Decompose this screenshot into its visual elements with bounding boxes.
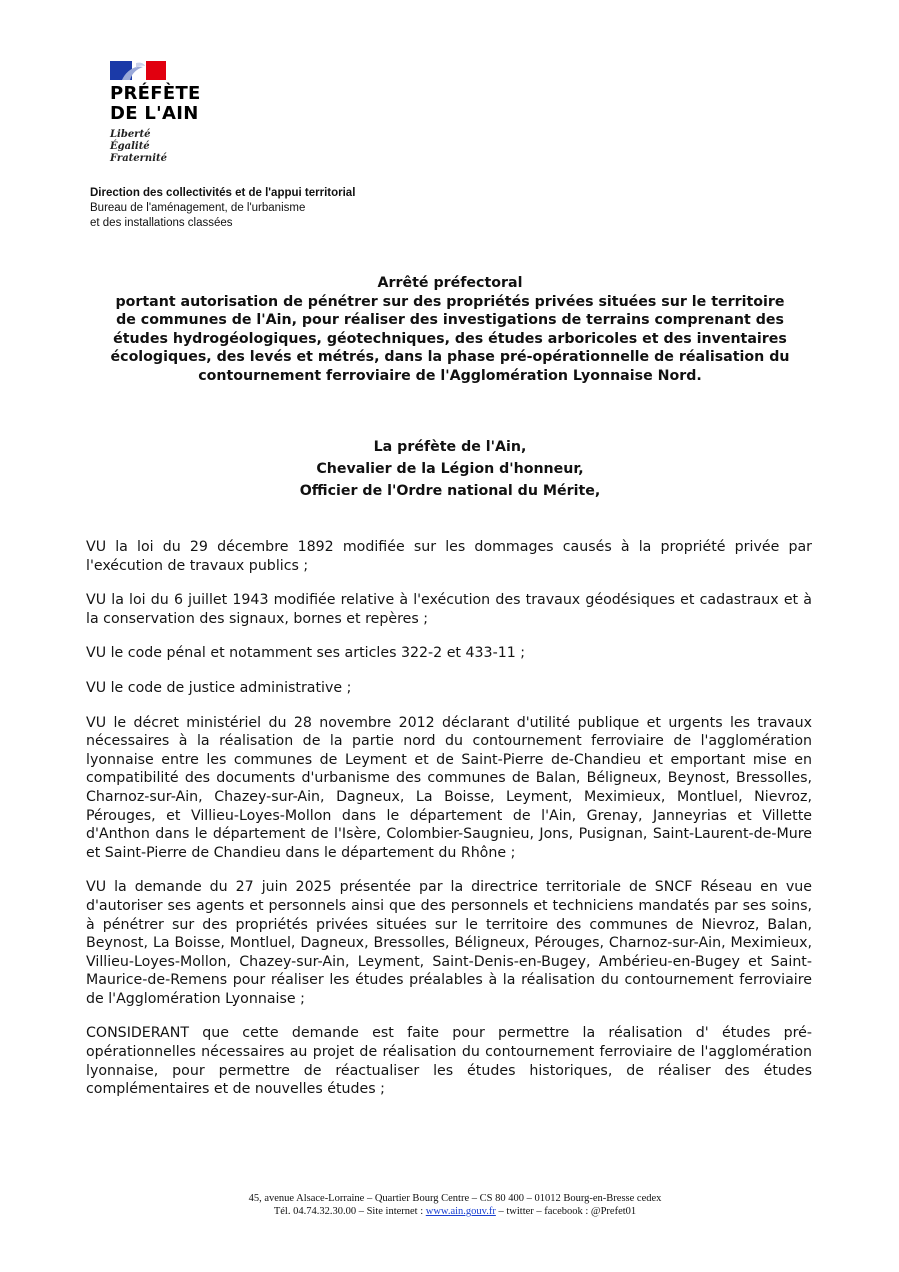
signatory-line-3: Officier de l'Ordre national du Mérite, (299, 483, 601, 499)
logo-line-1: PRÉFÈTE (110, 83, 201, 104)
issuing-service (90, 186, 355, 231)
page-footer (150, 1192, 760, 1218)
motto-egalite: Égalité (110, 141, 150, 152)
title-line-3: de communes de l'Ain, pour réaliser des investigations de terrains comprenant des (116, 312, 784, 329)
website-link[interactable]: www.ain.gouv.fr (425, 1206, 496, 1217)
motto-fraternite: Fraternité (110, 153, 167, 164)
service-bureau-line-1: Bureau de l'aménagement, de l'urbanisme (90, 202, 306, 214)
republic-motto (110, 129, 201, 165)
service-direction: Direction des collectivités et de l'appui territorial (90, 187, 356, 199)
footer-address: 45, avenue Alsace-Lorraine – Quartier Bourg Centre – CS 80 400 – 01012 Bourg-en-Bresse cedex (248, 1193, 662, 1204)
footer-contact-prefix: Tél. 04.74.32.30.00 – Site internet : (273, 1206, 426, 1217)
title-line-1: Arrêté préfectoral (377, 275, 523, 291)
title-line-6: contournement ferroviaire de l'Agglomération Lyonnaise Nord. (198, 367, 702, 384)
logo-line-2: DE L'AIN (110, 103, 199, 124)
signatory-line-1: La préfète de l'Ain, (373, 439, 527, 455)
signatory-block (150, 436, 750, 502)
prefecture-logo (110, 60, 201, 165)
decree-body (86, 538, 812, 1115)
title-line-2: portant autorisation de pénétrer sur des propriétés privées situées sur le territoire (115, 293, 785, 310)
considerant-paragraph: CONSIDERANT que cette demande est faite pour permettre la réalisation d' études pré-opérationnelles nécessaires au projet de réalisation du contournement ferroviaire de l'agglomération lyonnaise, pour permettre de réactualiser les études historiques, de réaliser des études complémentaires et de nouvelles études ; (86, 1025, 812, 1098)
visa-paragraph: VU le décret ministériel du 28 novembre 2012 déclarant d'utilité publique et urgents les travaux nécessaires à la réalisation de la partie nord du contournement ferroviaire de l'agglomération lyonnaise entre les communes de Leyment et de Saint-Pierre de-Chandieu et emportant mise en compatibilité des documents d'urbanisme des communes de Balan, Béligneux, Beynost, Bressolles, Charnoz-sur-Ain, Chazey-sur-Ain, Dagneux, La Boisse, Leyment, Meximieux, Montluel, Nievroz, Pérouges, et Villieu-Loyes-Mollon dans le département de l'Ain, Grenay, Janneyrias et Villette d'Anthon dans le département de l'Isère, Colombier-Saugnieu, Jons, Pusignan, Saint-Laurent-de-Mure et Saint-Pierre de Chandieu dans le département du Rhône ; (86, 714, 812, 861)
footer-contact-suffix: – twitter – facebook : @Prefet01 (495, 1206, 637, 1217)
visa-paragraph: VU le code pénal et notamment ses articles 322-2 et 433-11 ; (86, 645, 526, 662)
signatory-line-2: Chevalier de la Légion d'honneur, (316, 461, 584, 477)
title-line-4: études hydrogéologiques, géotechniques, des études arboricoles et des inventaires (113, 330, 787, 347)
visa-paragraph: VU le code de justice administrative ; (86, 679, 352, 696)
visa-paragraph: VU la loi du 29 décembre 1892 modifiée sur les dommages causés à la propriété privée par l'exécution de travaux publics ; (86, 539, 812, 574)
footer-contact (150, 1205, 760, 1218)
motto-liberte: Liberté (110, 129, 151, 140)
service-bureau-line-2: et des installations classées (90, 217, 233, 229)
visa-paragraph: VU la demande du 27 juin 2025 présentée par la directrice territoriale de SNCF Réseau en vue d'autoriser ses agents et personnels ainsi que des personnels et techniciens mandatés par ses soins, à pénétrer sur des propriétés privées situées sur le territoire des communes de Nievroz, Balan, Beynost, La Boisse, Montluel, Dagneux, Bressolles, Béligneux, Pérouges, Charnoz-sur-Ain, Meximieux, Villieu-Loyes-Mollon, Chazey-sur-Ain, Leyment, Saint-Denis-en-Bugey, Ambérieu-en-Bugey et Saint-Maurice-de-Remens pour réaliser les études préalables à la réalisation du contournement ferroviaire de l'Agglomération Lyonnaise ; (86, 879, 812, 1007)
marianne-flag-icon (110, 60, 201, 82)
visa-paragraph: VU la loi du 6 juillet 1943 modifiée relative à l'exécution des travaux géodésiques et cadastraux et à la conservation des signaux, bornes et repères ; (86, 592, 812, 627)
decree-title (100, 274, 800, 386)
title-line-5: écologiques, des levés et métrés, dans la phase pré-opérationnelle de réalisation du (110, 349, 790, 366)
